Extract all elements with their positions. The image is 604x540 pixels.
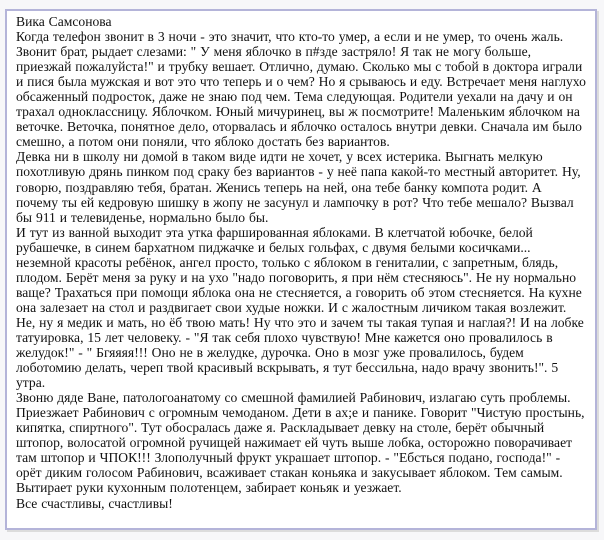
story-paragraph: Звоню дяде Ване, патологоанатому со смешной фамилией Рабинович, излагаю суть проблемы. Приезжает Рабинович с огромным чемоданом. Дети в ах;е и панике. Говорит "Чистую простынь, кипятка, спиртного". Тут обосралась даже я. Раскладывает девку на столе, берёт обычный штопор, волосатой огромной ручищей нажимает ей чуть выше лобка, осторожно поворачивает там штопор и ЧПОК!!! Злополучный фрукт украшает штопор. - "Ебсться подано, господа!" - орёт диким голосом Рабинович, всаживает стакан коньяка и закусывает яблоком. Тем самым. Вытирает руки кухонным полотенцем, забирает коньяк и уезжает. bbox=[16, 390, 585, 496]
story-paragraph: Когда телефон звонит в 3 ночи - это значит, что кто-то умер, а если и не умер, то очень жаль. Звонит брат, рыдает слезами: " У меня яблочко в п#зде застряло! Я так не могу больше, приезжай пожалуйста!" и трубку вешает. Отлично, думаю. Сколько мы с тобой в доктора играли и пися была мужская и вот это что теперь и о чем? Но я срываюсь и еду. Встречает меня наглухо обсаженный подросток, даже не знаю под чем. Тема следующая. Родители уехали на дачу и он трахал одноклассницу. Яблочком. Юный мичуринец, вы ж посмотрите! Маленьким яблочком на веточке. Веточка, понятное дело, оторвалась и яблочко осталось внутри девки. Сначала им было смешно, а потом они поняли, что яблоко достать без вариантов. bbox=[16, 29, 586, 150]
story-paragraph: Девка ни в школу ни домой в таком виде идти не хочет, у всех истерика. Выгнать мелкую похотливую дрянь пинком под сраку без вариантов - у неё папа какой-то местный авторитет. Ну, говорю, поздравляю тебя, братан. Женись теперь на ней, она тебе банку компота родит. А почему ты ей кедровую шишку в жопу не засунул и лампочку в рот? Что тебе мешало? Вызвал бы 911 и телевиденье, нормально было бы. bbox=[16, 149, 581, 225]
document-page bbox=[5, 9, 597, 530]
story-paragraph: Все счастливы, счастливы! bbox=[16, 495, 173, 511]
story-title: Вика Самсонова bbox=[16, 14, 112, 29]
story-paragraph: И тут из ванной выходит эта утка фаршированная яблоками. В клетчатой юбочке, белой рубашечке, в синем бархатном пиджачке и белых гольфах, с двумя белыми косичками... неземной красоты ребёнок, ангел просто, только с яблоком в гениталии, с запретным, блядь, плодом. Берёт меня за руку и на ухо "надо поговорить, я при нём стесняюсь". Не ну нормально ваще? Трахаться при помощи яблока она не стесняется, а говорить об этом стесняется. На кухне она залезает на стол и раздвигает свои худые ножки. И с жалостным личиком такая возлежит. Не, ну я медик и мать, но ёб твою мать! Ну что это и зачем ты такая тупая и наглая?! И на лобке татуировка, 15 лет человеку. - "Я так себя плохо чувствую! Мне кажется оно провалилось в желудок!" - " Бгяяяя!!! Оно не в желудке, дурочка. Оно в мозг уже провалилось, будем лоботомию делать, череп твой красивый вскрывать, я тут бессильна, надо врачу звонить!". 5 утра. bbox=[16, 224, 584, 391]
